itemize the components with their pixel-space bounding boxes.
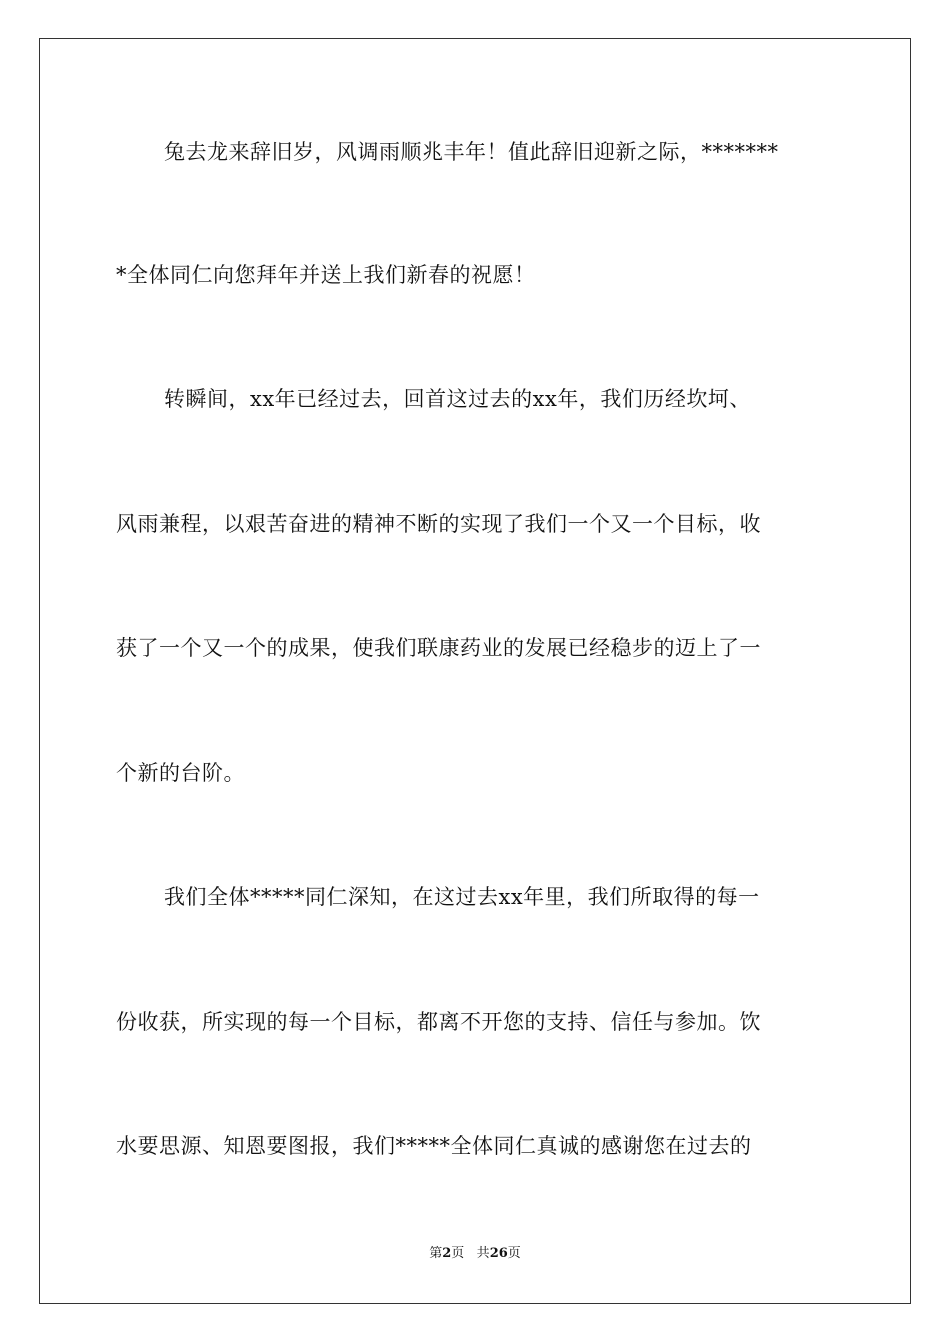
paragraph-1-line-1: 兔去龙来辞旧岁，风调雨顺兆丰年！值此辞旧迎新之际，******* — [164, 140, 779, 164]
paragraph-3-line-3: 水要思源、知恩要图报，我们*****全体同仁真诚的感谢您在过去的 — [116, 1134, 752, 1158]
paragraph-3-line-2: 份收获，所实现的每一个目标，都离不开您的支持、信任与参加。饮 — [116, 1010, 761, 1034]
paragraph-3-line-1: 我们全体*****同仁深知，在这过去xx年里，我们所取得的每一 — [164, 885, 760, 909]
page-border — [39, 38, 911, 1304]
footer-page-number: 2 — [442, 1246, 452, 1261]
footer-page-prefix: 第 — [429, 1246, 443, 1261]
paragraph-1-line-2: *全体同仁向您拜年并送上我们新春的祝愿！ — [116, 263, 536, 287]
footer-total-prefix: 共 — [476, 1246, 490, 1261]
footer-total-suffix: 页 — [507, 1246, 521, 1261]
page-footer — [0, 1245, 950, 1263]
paragraph-2-line-3: 获了一个又一个的成果，使我们联康药业的发展已经稳步的迈上了一 — [116, 636, 761, 660]
footer-total-pages: 26 — [489, 1246, 508, 1261]
paragraph-2-line-1: 转瞬间，xx年已经过去，回首这过去的xx年，我们历经坎坷、 — [164, 387, 751, 411]
paragraph-2-line-2: 风雨兼程，以艰苦奋进的精神不断的实现了我们一个又一个目标，收 — [116, 512, 761, 536]
paragraph-2-line-4: 个新的台阶。 — [116, 761, 245, 785]
footer-page-suffix: 页 — [451, 1246, 465, 1261]
